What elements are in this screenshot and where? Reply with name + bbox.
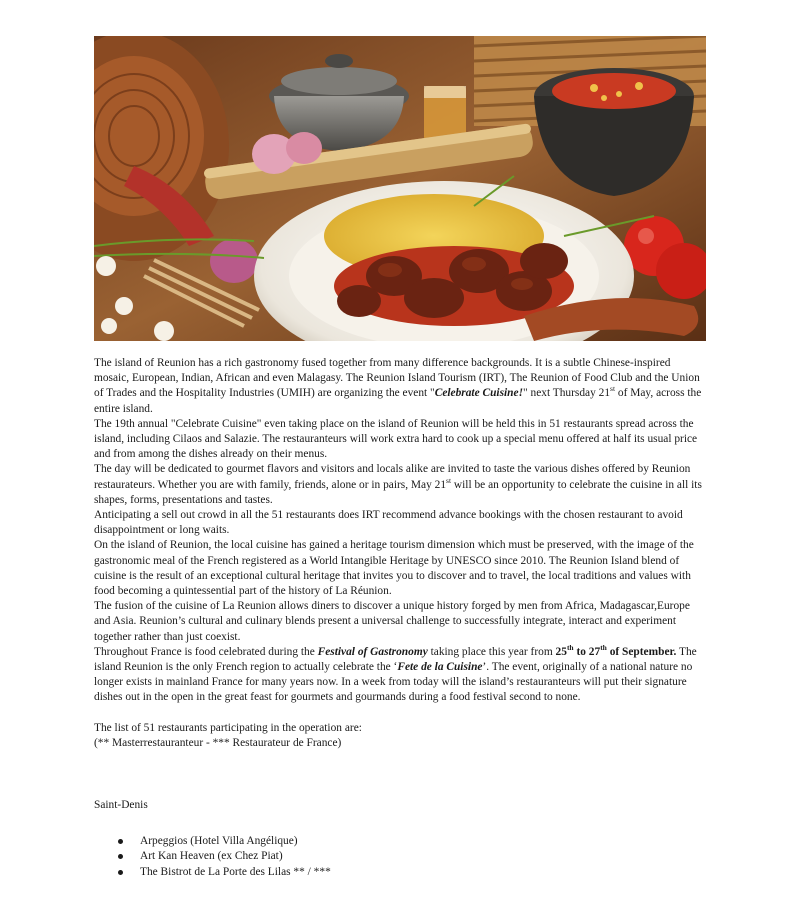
festival-text-b: taking place this year from: [427, 645, 556, 658]
ordinal-sup: st: [446, 475, 452, 485]
festival-name: Festival of Gastronomy: [317, 645, 428, 658]
date-start: 25: [555, 645, 567, 658]
food-photo-icon: [94, 36, 706, 341]
paragraph-festival: [94, 645, 706, 706]
ordinal-sup: th: [566, 643, 574, 653]
date-month: of September.: [606, 645, 677, 658]
ordinal-sup: st: [610, 384, 616, 394]
restaurant-list: [118, 834, 331, 880]
festival-text-a: Throughout France is food celebrated during the: [94, 645, 318, 658]
day-text-b: will be an opportunity to celebrate the cuisine in all its shapes, forms, presentations and tastes.: [94, 478, 702, 506]
food-photo: [94, 36, 706, 341]
festival-text-c: The island Reunion is the only French region to actually celebrate the ‘: [94, 645, 697, 674]
list-item: The Bistrot de La Porte des Lilas ** / ***: [118, 865, 331, 880]
paragraph-legend: (** Masterrestauranteur - *** Restaurateur de France): [94, 736, 342, 749]
ordinal-sup: th: [600, 643, 607, 653]
paragraph-heritage: On the island of Reunion, the local cuisine has gained a heritage tourism dimension which must be preserved, with the image of the gastronomic meal of the French registered as a World Intangible Heritage by UNESCO since 2010. The Reunion Island blend of cuisine is the result of an exceptional cultural heritage that invites you to discover and to travel, the local traditions and values with food becoming a quintessential part of the history of La Réunion.: [94, 539, 694, 598]
paragraph-intro: [94, 356, 706, 417]
date-to: to 27: [573, 645, 601, 658]
fete-name: Fete de la Cuisine: [397, 661, 483, 674]
intro-text-b: " next Thursday 21: [523, 387, 611, 400]
article-body: [94, 356, 706, 751]
paragraph-day: [94, 462, 706, 508]
festival-text-d: ’. The event, originally of a national nature no longer exists in mainland France for many years now. In a week from today will the island’s restauranteurs will put their signature dishes out in the open in the great feast for gourmets and gourmands during a food festival second to none.: [94, 661, 693, 704]
paragraph-bookings: Anticipating a sell out crowd in all the 51 restaurants does IRT recommend advance bookings with the chosen restaurant to avoid disappointment or long waits.: [94, 509, 683, 537]
event-name: Celebrate Cuisine!: [434, 387, 524, 400]
list-item: Arpeggios (Hotel Villa Angélique): [118, 834, 331, 849]
intro-text-c: of May, across the entire island.: [94, 387, 702, 415]
paragraph-fusion: The fusion of the cuisine of La Reunion allows diners to discover a unique history forged by men from Africa, Madagascar,Europe and Asia. Reunion’s cultural and culinary blends present a universal challenge to successfully integrate, interact and experiment together rather than just coexist.: [94, 600, 690, 643]
paragraph-list-intro: The list of 51 restaurants participating in the operation are:: [94, 721, 362, 734]
spacer: [94, 706, 706, 721]
paragraph-annual: The 19th annual "Celebrate Cuisine" even taking place on the island of Reunion will be held this in 51 restaurants spread across the island, including Cilaos and Salazie. The restauranteurs will work extra hard to cook up a special menu offered at half its usual price and from among the dishes already on their menus.: [94, 417, 698, 461]
city-heading: Saint-Denis: [94, 799, 148, 811]
day-text-a: The day will be dedicated to gourmet flavors and visitors and locals alike are invited to taste the various dishes offered by Reunion restaurateurs. Whether you are with family, friends, alone or in pairs, May 21: [94, 463, 691, 491]
intro-text-a: The island of Reunion has a rich gastronomy fused together from many difference backgrounds. It is a subtle Chinese-inspired mosaic, European, Indian, African and even Malagasy. The Reunion Island Tourism (IRT), The Reunion of Food Club and the Union of Trades and the Hospitality Industries (UMIH) are organizing the event ": [94, 357, 700, 400]
list-item: Art Kan Heaven (ex Chez Piat): [118, 849, 331, 864]
